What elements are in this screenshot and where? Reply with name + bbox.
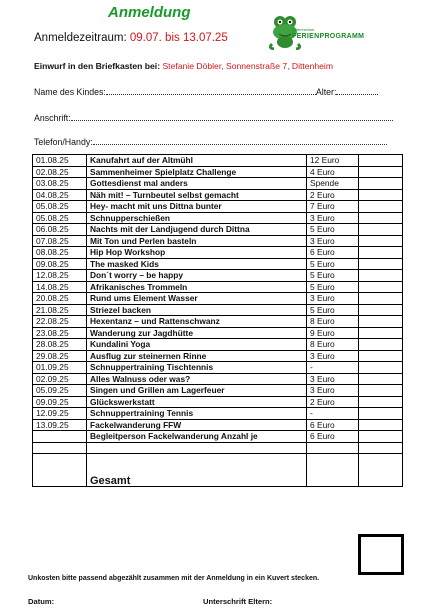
activity-row [33, 189, 403, 201]
activity-date: 28.08.25 [33, 339, 87, 351]
activity-name: Wanderung zur Jagdhütte [87, 327, 307, 339]
activity-date: 12.08.25 [33, 270, 87, 282]
activity-checkbox-cell[interactable] [359, 166, 403, 178]
activity-row [33, 419, 403, 431]
activity-table [32, 154, 403, 487]
logo-wordmark: FERIENPROGRAMM [292, 33, 365, 40]
activity-checkbox-cell[interactable] [359, 408, 403, 420]
activity-price: 4 Euro [307, 166, 359, 178]
activity-date: 09.09.25 [33, 396, 87, 408]
activity-checkbox-cell[interactable] [359, 178, 403, 190]
activity-price: 8 Euro [307, 339, 359, 351]
activity-price: 3 Euro [307, 350, 359, 362]
activity-date: 05.09.25 [33, 385, 87, 397]
date-label: Datum: [28, 597, 55, 606]
payment-note: Unkosten bitte passend abgezählt zusammen mit der Anmeldung in ein Kuvert stecken. [28, 575, 320, 582]
activity-price: 3 Euro [307, 293, 359, 305]
activity-price: 6 Euro [307, 431, 359, 443]
activity-row [33, 166, 403, 178]
activity-checkbox-cell[interactable] [359, 293, 403, 305]
activity-row [33, 201, 403, 213]
activity-name: Sammenheimer Spielplatz Challenge [87, 166, 307, 178]
activity-name: The masked Kids [87, 258, 307, 270]
activity-checkbox-cell[interactable] [359, 212, 403, 224]
activity-date: 23.08.25 [33, 327, 87, 339]
signature-label: Unterschrift Eltern: [203, 597, 273, 606]
activity-row [33, 316, 403, 328]
activity-row [33, 431, 403, 443]
activity-row [33, 155, 403, 167]
activity-price: 2 Euro [307, 189, 359, 201]
activity-date [33, 431, 87, 443]
activity-name: Hip Hop Workshop [87, 247, 307, 259]
activity-date: 04.08.25 [33, 189, 87, 201]
dropoff-address: Stefanie Döbler, Sonnenstraße 7, Dittenheim [162, 61, 333, 71]
activity-date: 05.08.25 [33, 212, 87, 224]
activity-date: 14.08.25 [33, 281, 87, 293]
activity-price: - [307, 408, 359, 420]
activity-price: Spende [307, 178, 359, 190]
activity-price: 8 Euro [307, 316, 359, 328]
activity-checkbox-cell[interactable] [359, 155, 403, 167]
frog-mascot-icon [262, 14, 365, 50]
activity-name: Schnupperschießen [87, 212, 307, 224]
activity-name: Rund ums Element Wasser [87, 293, 307, 305]
activity-price: 3 Euro [307, 385, 359, 397]
activity-checkbox-cell[interactable] [359, 316, 403, 328]
ferienprogramm-logo [262, 14, 365, 50]
activity-checkbox-cell[interactable] [359, 385, 403, 397]
activity-checkbox-cell[interactable] [359, 235, 403, 247]
activity-checkbox-cell[interactable] [359, 442, 403, 454]
activity-price: 5 Euro [307, 258, 359, 270]
activity-name: Kundalini Yoga [87, 339, 307, 351]
activity-checkbox-cell[interactable] [359, 270, 403, 282]
activity-row [33, 212, 403, 224]
activity-checkbox-cell[interactable] [359, 350, 403, 362]
phone-field[interactable] [34, 136, 387, 147]
activity-name [87, 442, 307, 454]
activity-price: 3 Euro [307, 235, 359, 247]
activity-price: 5 Euro [307, 224, 359, 236]
activity-name: Fackelwanderung FFW [87, 419, 307, 431]
activity-row [33, 281, 403, 293]
activity-date: 01.09.25 [33, 362, 87, 374]
logo-subtitle: Dittenheimer [292, 27, 315, 32]
activity-row [33, 258, 403, 270]
activity-checkbox-cell[interactable] [359, 189, 403, 201]
phone-label: Telefon/Handy: [34, 137, 93, 147]
activity-checkbox-cell[interactable] [359, 419, 403, 431]
total-row [33, 454, 403, 487]
activity-date: 02.08.25 [33, 166, 87, 178]
activity-name: Nachts mit der Landjugend durch Dittna [87, 224, 307, 236]
activity-price: 6 Euro [307, 419, 359, 431]
activity-row [33, 442, 403, 454]
activity-checkbox-cell[interactable] [359, 431, 403, 443]
activity-name: Näh mit! – Turnbeutel selbst gemacht [87, 189, 307, 201]
activity-name: Schnuppertraining Tischtennis [87, 362, 307, 374]
dropoff-label: Einwurf in den Briefkasten bei: [34, 61, 161, 71]
activity-checkbox-cell[interactable] [359, 396, 403, 408]
child-name-field[interactable] [34, 86, 378, 97]
activity-date: 07.08.25 [33, 235, 87, 247]
activity-price: 9 Euro [307, 327, 359, 339]
activity-checkbox-cell[interactable] [359, 281, 403, 293]
total-box-cell[interactable] [359, 454, 403, 487]
activity-row [33, 385, 403, 397]
activity-price: 5 Euro [307, 270, 359, 282]
activity-price [307, 442, 359, 454]
activity-row [33, 224, 403, 236]
dropoff-info [34, 61, 333, 71]
activity-name: Alles Walnuss oder was? [87, 373, 307, 385]
address-field[interactable] [34, 112, 393, 123]
activity-name: Don´t worry – be happy [87, 270, 307, 282]
activity-date: 20.08.25 [33, 293, 87, 305]
activity-date: 02.09.25 [33, 373, 87, 385]
activity-price: - [307, 362, 359, 374]
activity-price: 3 Euro [307, 373, 359, 385]
activity-row [33, 396, 403, 408]
activity-checkbox-cell[interactable] [359, 373, 403, 385]
child-name-label: Name des Kindes: [34, 87, 106, 97]
activity-name: Hexentanz – und Rattenschwanz [87, 316, 307, 328]
activity-date: 09.08.25 [33, 258, 87, 270]
activity-name: Striezel backen [87, 304, 307, 316]
activity-date: 29.08.25 [33, 350, 87, 362]
activity-name: Ausflug zur steinernen Rinne [87, 350, 307, 362]
activity-checkbox-cell[interactable] [359, 362, 403, 374]
activity-price: 7 Euro [307, 201, 359, 213]
activity-checkbox-cell[interactable] [359, 327, 403, 339]
activity-name: Mit Ton und Perlen basteln [87, 235, 307, 247]
activity-date: 05.08.25 [33, 201, 87, 213]
activity-price: 5 Euro [307, 304, 359, 316]
registration-period-label: Anmeldezeitraum: [34, 32, 127, 44]
activity-row [33, 408, 403, 420]
activity-row [33, 362, 403, 374]
activity-row [33, 270, 403, 282]
activity-date: 21.08.25 [33, 304, 87, 316]
activity-name: Hey- macht mit uns Dittna bunter [87, 201, 307, 213]
activity-row [33, 373, 403, 385]
registration-period-dates: 09.07. bis 13.07.25 [129, 32, 228, 44]
activity-date: 12.09.25 [33, 408, 87, 420]
activity-name: Begleitperson Fackelwanderung Anzahl je [87, 431, 307, 443]
activity-name: Kanufahrt auf der Altmühl [87, 155, 307, 167]
activity-name: Glückswerkstatt [87, 396, 307, 408]
activity-date: 03.08.25 [33, 178, 87, 190]
activity-checkbox-cell[interactable] [359, 304, 403, 316]
activity-date: 13.09.25 [33, 419, 87, 431]
activity-date: 22.08.25 [33, 316, 87, 328]
activity-row [33, 235, 403, 247]
activity-checkbox-cell[interactable] [359, 224, 403, 236]
activity-checkbox-cell[interactable] [359, 201, 403, 213]
activity-date: 06.08.25 [33, 224, 87, 236]
activity-row [33, 327, 403, 339]
activity-date: 01.08.25 [33, 155, 87, 167]
total-label: Gesamt [87, 454, 307, 487]
activity-price: 12 Euro [307, 155, 359, 167]
activity-row [33, 339, 403, 351]
age-label: Alter: [315, 87, 337, 97]
total-amount-box[interactable] [358, 534, 404, 575]
activity-date [33, 442, 87, 454]
activity-name: Afrikanisches Trommeln [87, 281, 307, 293]
page-title: Anmeldung [108, 4, 191, 21]
activity-name: Singen und Grillen am Lagerfeuer [87, 385, 307, 397]
activity-checkbox-cell[interactable] [359, 247, 403, 259]
activity-checkbox-cell[interactable] [359, 339, 403, 351]
registration-period [34, 32, 228, 44]
activity-row [33, 293, 403, 305]
activity-date: 08.08.25 [33, 247, 87, 259]
address-label: Anschrift: [34, 113, 71, 123]
activity-row [33, 178, 403, 190]
activity-name: Gottesdienst mal anders [87, 178, 307, 190]
activity-row [33, 247, 403, 259]
activity-price: 6 Euro [307, 247, 359, 259]
activity-price: 3 Euro [307, 212, 359, 224]
activity-name: Schnuppertraining Tennis [87, 408, 307, 420]
activity-checkbox-cell[interactable] [359, 258, 403, 270]
activity-row [33, 304, 403, 316]
activity-price: 5 Euro [307, 281, 359, 293]
activity-price: 2 Euro [307, 396, 359, 408]
activity-row [33, 350, 403, 362]
